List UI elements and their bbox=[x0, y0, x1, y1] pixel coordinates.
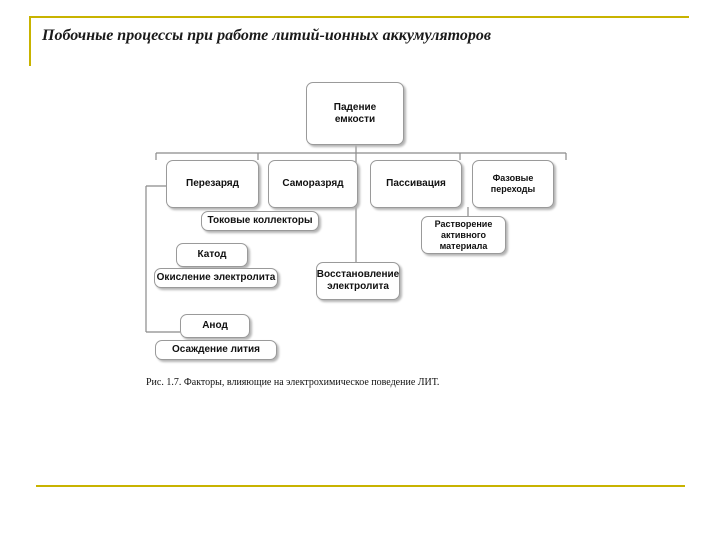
anode-label: Анод bbox=[202, 320, 228, 331]
self-discharge-label: Саморазряд bbox=[282, 178, 344, 189]
box-anode bbox=[180, 314, 250, 338]
active-material-dissolution-label: Растворение активного материала bbox=[434, 218, 493, 251]
root-box-capacity-loss bbox=[306, 82, 404, 145]
box-active-material-dissolution bbox=[421, 216, 506, 254]
cathode-label: Катод bbox=[197, 249, 227, 260]
overcharge-label: Перезаряд bbox=[186, 178, 239, 189]
lithium-deposition-label: Осаждение лития bbox=[172, 344, 260, 355]
root-label: Падение емкости bbox=[333, 101, 377, 125]
slide-title: Побочные процессы при работе литий-ионных аккумуляторов bbox=[42, 27, 492, 44]
box-electrolyte-recovery bbox=[316, 262, 400, 300]
phase-transitions-label: Фазовые переходы bbox=[490, 173, 536, 194]
box-overcharge bbox=[166, 160, 259, 208]
box-cathode bbox=[176, 243, 248, 267]
box-self-discharge bbox=[268, 160, 358, 208]
box-current-collectors bbox=[201, 211, 319, 231]
current-collectors-label: Токовые коллекторы bbox=[207, 215, 313, 226]
passivation-label: Пассивация bbox=[386, 178, 446, 189]
figure-caption: Рис. 1.7. Факторы, влияющие на электрохимическое поведение ЛИТ. bbox=[146, 377, 440, 388]
electrolyte-oxidation-label: Окисление электролита bbox=[156, 272, 276, 283]
box-phase-transitions bbox=[472, 160, 554, 208]
box-lithium-deposition bbox=[155, 340, 277, 360]
box-passivation bbox=[370, 160, 462, 208]
box-electrolyte-oxidation bbox=[154, 268, 278, 288]
electrolyte-recovery-label: Восстановление электролита bbox=[316, 269, 400, 292]
